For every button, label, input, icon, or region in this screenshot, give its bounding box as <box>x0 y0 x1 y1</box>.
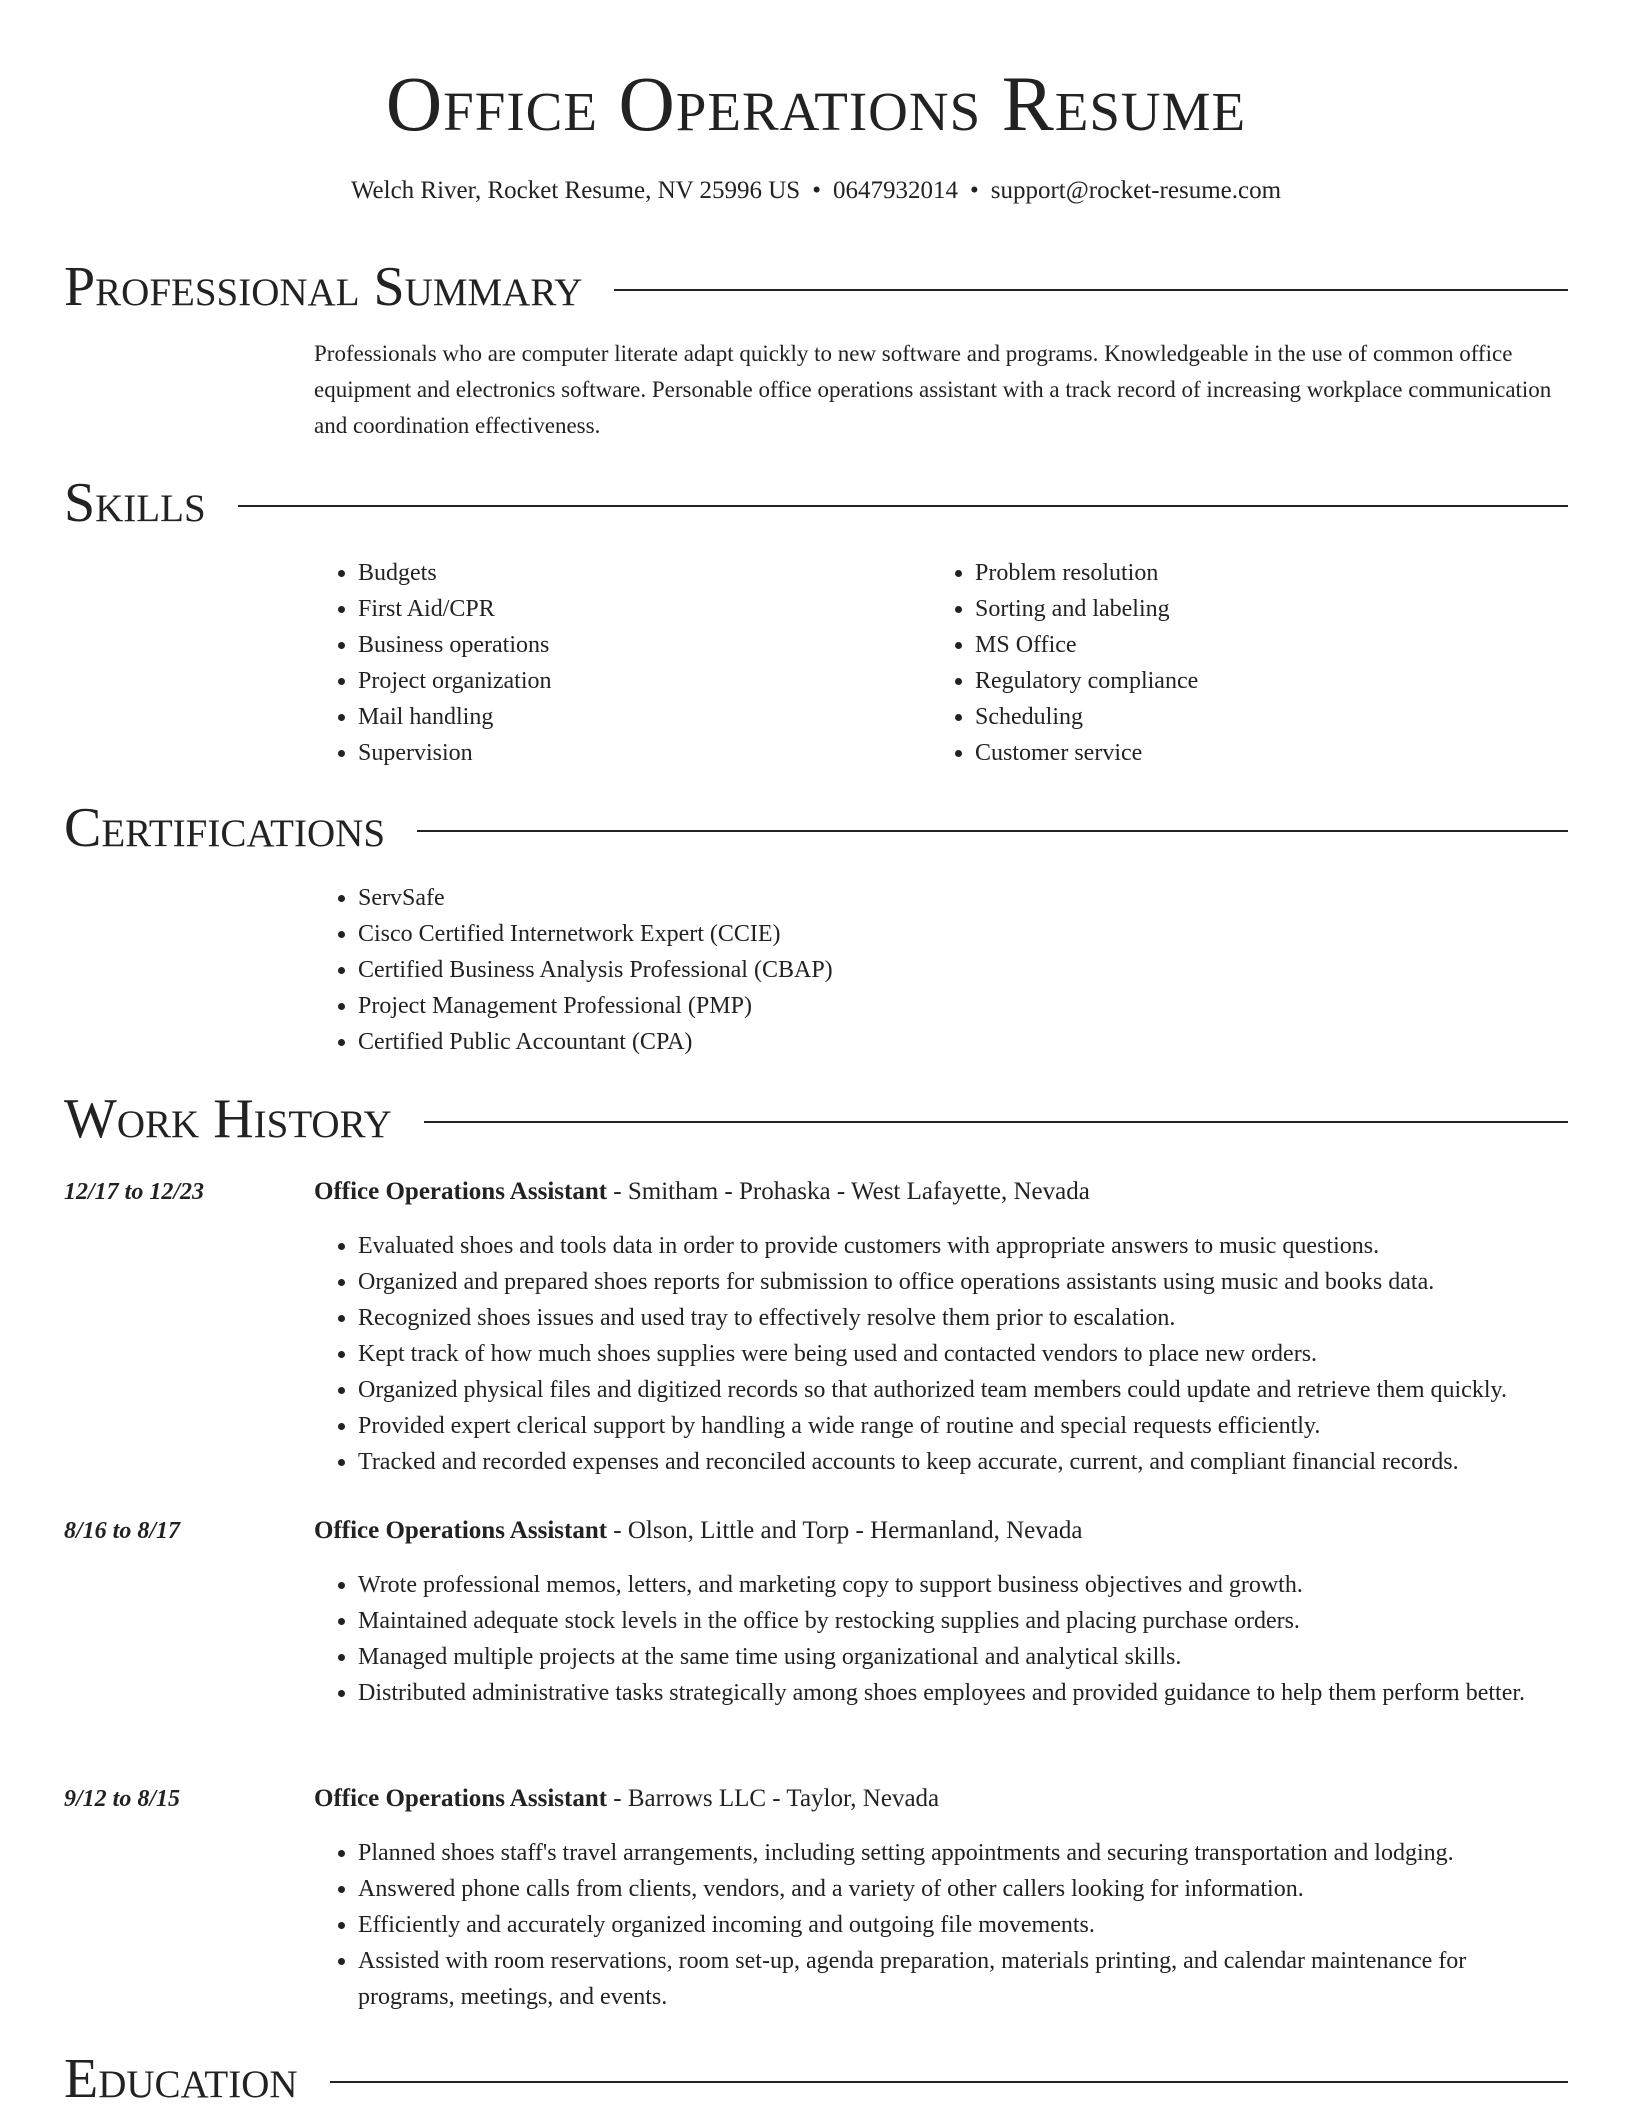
skills-title: Skills <box>64 472 206 534</box>
section-divider <box>238 505 1568 507</box>
job-role: Office Operations Assistant <box>314 1178 608 1205</box>
job-duty: • Answered phone calls from clients, vendors, and a variety of other callers looking for information. <box>358 1871 1568 1907</box>
summary-title: Professional Summary <box>64 256 583 318</box>
job-duties <box>314 1228 1568 1480</box>
job-title-line <box>314 1781 1568 1817</box>
job-entry <box>64 1174 1568 1474</box>
contact-separator: • <box>812 177 821 204</box>
job-duty: • Assisted with room reservations, room set-up, agenda preparation, materials printing, and calendar maintenance for programs, meetings, and events. <box>358 1943 1568 2015</box>
skills-column-right <box>931 555 1548 771</box>
skill-item: • Budgets <box>358 555 931 591</box>
contact-phone: 0647932014 <box>832 177 958 204</box>
job-duty: • Evaluated shoes and tools data in order to provide customers with appropriate answers to music questions. <box>358 1228 1568 1264</box>
job-duty: • Distributed administrative tasks strategically among shoes employees and provided guidance to help them perform better. <box>358 1675 1568 1711</box>
job-duty: • Tracked and recorded expenses and reconciled accounts to keep accurate, current, and compliant financial records. <box>358 1444 1568 1480</box>
certification-item: • Cisco Certified Internetwork Expert (CCIE) <box>358 916 1568 952</box>
certifications-list <box>314 880 1568 1060</box>
education-heading <box>64 2048 1568 2110</box>
job-entry <box>64 1513 1568 1753</box>
contact-line <box>0 176 1632 206</box>
job-duty: • Maintained adequate stock levels in the office by restocking supplies and placing purchase orders. <box>358 1603 1568 1639</box>
skill-item: • Mail handling <box>358 699 931 735</box>
certification-item: • Certified Public Accountant (CPA) <box>358 1024 1568 1060</box>
job-duties <box>314 1835 1568 2015</box>
skill-item: • MS Office <box>975 627 1548 663</box>
job-role: Office Operations Assistant <box>314 1785 608 1812</box>
skill-item: • Sorting and labeling <box>975 591 1548 627</box>
skills-column-left <box>314 555 931 771</box>
job-duty: • Wrote professional memos, letters, and marketing copy to support business objectives and growth. <box>358 1567 1568 1603</box>
skill-item: • Customer service <box>975 735 1548 771</box>
work-history-title: Work History <box>64 1088 392 1150</box>
certification-item: • ServSafe <box>358 880 1568 916</box>
summary-heading <box>64 256 1568 318</box>
section-divider <box>330 2081 1568 2083</box>
contact-address: Welch River, Rocket Resume, NV 25996 US <box>350 177 801 204</box>
skill-item: • First Aid/CPR <box>358 591 931 627</box>
skills-heading <box>64 472 1568 534</box>
job-duty: • Organized and prepared shoes reports for submission to office operations assistants using music and books data. <box>358 1264 1568 1300</box>
skill-item: • Problem resolution <box>975 555 1548 591</box>
skill-item: • Regulatory compliance <box>975 663 1548 699</box>
certifications-title: Certifications <box>64 797 386 859</box>
section-divider <box>417 830 1568 832</box>
job-duty: • Recognized shoes issues and used tray to effectively resolve them prior to escalation. <box>358 1300 1568 1336</box>
section-divider <box>614 289 1568 291</box>
section-divider <box>424 1121 1568 1123</box>
contact-email: support@rocket-resume.com <box>990 177 1282 204</box>
job-duty: • Kept track of how much shoes supplies were being used and contacted vendors to place new orders. <box>358 1336 1568 1372</box>
job-company: - Olson, Little and Torp - Hermanland, Nevada <box>607 1517 1083 1544</box>
skills-list <box>314 555 1568 771</box>
job-dates: 12/17 to 12/23 <box>64 1179 205 1205</box>
skill-item: • Supervision <box>358 735 931 771</box>
work-history-heading <box>64 1088 1568 1150</box>
summary-text: Professionals who are computer literate adapt quickly to new software and programs. Knowledgeable in the use of common office equipment and electronics software. Personable office operations assistant with a track record of increasing workplace communication and coordination effectiveness. <box>314 341 1552 438</box>
certification-item: • Certified Business Analysis Professional (CBAP) <box>358 952 1568 988</box>
resume-title: Office Operations Resume <box>385 60 1247 147</box>
job-title-line <box>314 1174 1568 1210</box>
certification-item: • Project Management Professional (PMP) <box>358 988 1568 1024</box>
skill-item: • Scheduling <box>975 699 1548 735</box>
job-duties <box>314 1567 1568 1711</box>
job-duty: • Organized physical files and digitized records so that authorized team members could update and retrieve them quickly. <box>358 1372 1568 1408</box>
job-duty: • Provided expert clerical support by handling a wide range of routine and special requests efficiently. <box>358 1408 1568 1444</box>
certifications-heading <box>64 797 1568 859</box>
education-title: Education <box>64 2048 298 2110</box>
job-duty: • Efficiently and accurately organized incoming and outgoing file movements. <box>358 1907 1568 1943</box>
job-entry <box>64 1781 1568 2021</box>
job-title-line <box>314 1513 1568 1549</box>
job-role: Office Operations Assistant <box>314 1517 608 1544</box>
job-duty: • Managed multiple projects at the same time using organizational and analytical skills. <box>358 1639 1568 1675</box>
job-dates: 8/16 to 8/17 <box>64 1518 181 1544</box>
contact-separator: • <box>969 177 979 204</box>
job-company: - Smitham - Prohaska - West Lafayette, Nevada <box>607 1178 1090 1205</box>
skill-item: • Project organization <box>358 663 931 699</box>
job-duty: • Planned shoes staff's travel arrangements, including setting appointments and securing transportation and lodging. <box>358 1835 1568 1871</box>
skill-item: • Business operations <box>358 627 931 663</box>
job-company: - Barrows LLC - Taylor, Nevada <box>607 1785 940 1812</box>
job-dates: 9/12 to 8/15 <box>64 1786 181 1812</box>
